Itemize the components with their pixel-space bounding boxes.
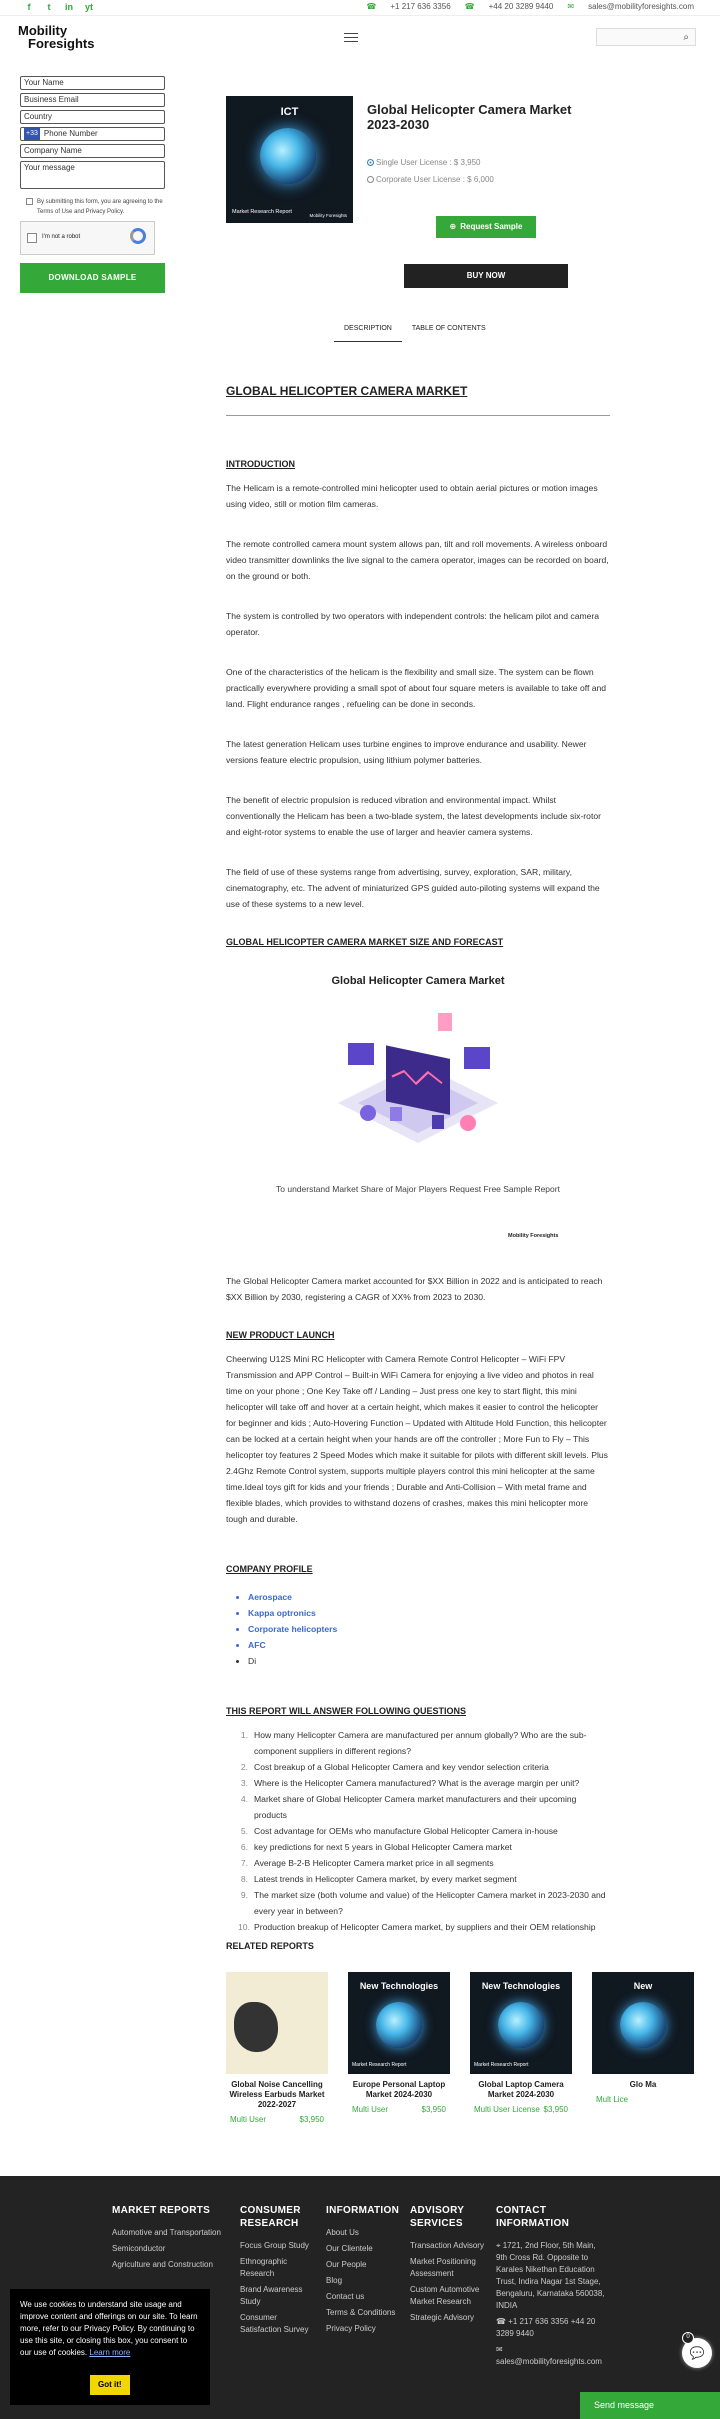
license-options: [367, 154, 494, 188]
report-cover-image: New: [592, 1972, 694, 2074]
social-links: [24, 1, 94, 15]
report-cover-image: [226, 1972, 328, 2074]
country-field[interactable]: Country: [20, 110, 165, 124]
search-input[interactable]: [596, 28, 696, 46]
report-cover-image: New Technologies Market Research Report: [470, 1972, 572, 2074]
paragraph: The Helicam is a remote-controlled mini helicopter used to obtain aerial pictures or motion images using video, still or motion film cameras.: [226, 482, 598, 509]
list-item: 10. Production breakup of Helicopter Camera market, by suppliers and their OEM relationship: [238, 1922, 596, 1933]
paragraph: The latest generation Helicam uses turbine engines to improve endurance and usability. Newer versions feature electric propulsion, using lithium polymer batteries.: [226, 738, 587, 765]
tab-description[interactable]: DESCRIPTION: [334, 324, 402, 342]
infographic-caption[interactable]: To understand Market Share of Major Players Request Free Sample Report: [276, 1183, 560, 1194]
related-carousel[interactable]: [226, 1972, 720, 2126]
footer-contact: CONTACT INFORMATION ⌖ 1721, 2nd Floor, 5th Main, 9th Cross Rd. Opposite to Karales Nikethan Education Trust, Indira Nagar 1st Stage, Bengaluru, Karnataka 560038, INDIA ☎ +1 217 636 3356 +44 20 3289 9440 ✉ sales@mobilityforesights.com: [496, 2205, 605, 2366]
footer-link[interactable]: Brand Awareness Study: [240, 2285, 303, 2306]
name-field[interactable]: Your Name: [20, 76, 165, 90]
captcha-checkbox[interactable]: [27, 233, 37, 243]
email-link[interactable]: sales@mobilityforesights.com: [588, 2, 694, 12]
list-item: 2. Cost breakup of a Global Helicopter Camera and key vendor selection criteria: [240, 1762, 549, 1773]
plus-icon: ⊕: [449, 221, 457, 231]
footer-link[interactable]: Terms & Conditions: [326, 2308, 396, 2317]
twitter-icon[interactable]: t: [47, 1, 51, 12]
footer-link[interactable]: Our People: [326, 2260, 367, 2269]
radio-icon[interactable]: [367, 159, 374, 166]
paragraph: The field of use of these systems range from advertising, survey, exploration, SAR, military, cinematography, etc. The advent of miniaturized GPS guided auto-piloting systems will expand the use of these systems to a new level.: [226, 866, 600, 909]
company-field[interactable]: Company Name: [20, 144, 165, 158]
globe-icon: [260, 128, 316, 184]
globe-icon: [620, 2002, 666, 2048]
related-card[interactable]: New Glo Ma Mult Lice: [592, 1972, 694, 2126]
infographic-logo: Mobility Foresights: [508, 1233, 559, 1240]
chat-icon: 💬: [689, 2345, 705, 2360]
paragraph: The Global Helicopter Camera market accounted for $XX Billion in 2022 and is anticipated to reach $XX Billion by 2030, registering a CAGR of XX% from 2023 to 2030.: [226, 1276, 603, 1303]
company-link[interactable]: • Corporate helicopters: [248, 1621, 610, 1637]
section-heading: THIS REPORT WILL ANSWER FOLLOWING QUESTIONS: [226, 1706, 466, 1717]
report-cover-image: ICT Market Research Report Mobility Foresights: [226, 96, 353, 223]
related-reports: [226, 1940, 720, 2126]
header: [0, 16, 720, 58]
footer-information: INFORMATION About Us Our Clientele Our People Blog Contact us Terms & Conditions Privacy Policy: [326, 2205, 400, 2333]
company-link[interactable]: • Aerospace: [248, 1589, 610, 1605]
footer-link[interactable]: Market Positioning Assessment: [410, 2257, 476, 2278]
section-heading: RELATED REPORTS: [226, 1941, 314, 1951]
consent-text: By submitting this form, you are agreeing to the Terms of Use and Privacy Policy.: [37, 199, 163, 215]
globe-icon: [376, 2002, 422, 2048]
footer-link[interactable]: Semiconductor: [112, 2244, 166, 2253]
menu-icon[interactable]: [344, 30, 358, 45]
page-title: Global Helicopter Camera Market 2023-2030: [367, 102, 572, 132]
infographic-title: Global Helicopter Camera Market: [331, 975, 505, 988]
email-field[interactable]: Business Email: [20, 93, 165, 107]
top-bar: [0, 0, 720, 16]
phone-us[interactable]: +1 217 636 3356: [390, 2, 451, 12]
section-heading: INTRODUCTION: [226, 458, 295, 469]
related-card[interactable]: New Technologies Market Research Report Europe Personal Laptop Market 2024-2030 Multi User $3,950: [348, 1972, 450, 2126]
footer-consumer-research: CONSUMER RESEARCH Focus Group Study Ethnographic Research Brand Awareness Study Consumer Satisfaction Survey: [240, 2204, 320, 2340]
related-card[interactable]: New Technologies Market Research Report Global Laptop Camera Market 2024-2030 Multi User License $3,950: [470, 1972, 572, 2126]
list-item: 1. How many Helicopter Camera are manufactured per annum globally? Who are the sub-component suppliers in different regions?: [240, 1730, 587, 1757]
dashboard-illustration: [328, 1003, 508, 1173]
consent-row: [26, 197, 165, 217]
search-icon[interactable]: ⌕: [683, 32, 689, 43]
send-message-button[interactable]: Send message: [580, 2392, 720, 2419]
phone-icon: ☎: [366, 2, 377, 12]
earbuds-image: [234, 2002, 278, 2052]
contact-links: [366, 1, 694, 13]
globe-icon: [498, 2002, 544, 2048]
buy-now-button[interactable]: BUY NOW: [404, 264, 568, 288]
paragraph: The remote controlled camera mount system allows pan, tilt and roll movements. A wireless onboard video transmitter downlinks the live signal to the camera operator, images can be recorded on board, on the ground or both.: [226, 538, 609, 581]
facebook-icon[interactable]: f: [27, 1, 31, 12]
paragraph: The system is controlled by two operators with independent controls: the helicam pilot and camera operator.: [226, 610, 600, 637]
footer-link[interactable]: Custom Automotive Market Research: [410, 2285, 480, 2306]
footer-link[interactable]: Strategic Advisory: [410, 2313, 475, 2322]
report-cover-image: New Technologies Market Research Report: [348, 1972, 450, 2074]
footer-link[interactable]: Focus Group Study: [240, 2241, 309, 2250]
phone-icon: ☎: [464, 2, 475, 12]
footer-link[interactable]: About Us: [326, 2228, 359, 2237]
recaptcha[interactable]: I'm not a robot: [20, 221, 155, 255]
paragraph: One of the characteristics of the helicam is the flexibility and small size. The system can be flown practically everywhere providing a small spot of about four square meters is available to take off and land. Flight endurance ranges , refueling can be done in seconds.: [226, 666, 607, 709]
notification-badge: 0: [682, 2332, 694, 2344]
footer-email[interactable]: ✉ sales@mobilityforesights.com: [496, 2345, 602, 2366]
article: [226, 382, 610, 2005]
cookie-banner: We use cookies to understand site usage and improve content and offerings on our site. To learn more, refer to our Privacy Policy. By continuing to use this site, or closing this box, you consent to our use of cookies. Learn more Got it!: [10, 2289, 210, 2405]
location-icon: ⌖: [496, 2241, 503, 2250]
company-list: [226, 1589, 610, 1669]
logo[interactable]: Mobility Foresights: [18, 23, 95, 51]
footer-link[interactable]: Consumer Satisfaction Survey: [240, 2313, 309, 2334]
country-code-select[interactable]: +33: [24, 128, 40, 140]
phone-field[interactable]: +33 Phone Number: [20, 127, 165, 141]
address: ⌖ 1721, 2nd Floor, 5th Main, 9th Cross Rd. Opposite to Karales Nikethan Education Trust, Indira Nagar 1st Stage, Bengaluru, Karnataka 560038, INDIA: [496, 2241, 605, 2310]
content-tabs: [334, 324, 496, 342]
paragraph: The benefit of electric propulsion is reduced vibration and environmental impact. Whilst conventionally the Helicam has been a two-blade system, the latest developments include six-rotor and eight-rotor systems to enable the use of larger and heavier camera systems.: [226, 794, 601, 837]
footer-link[interactable]: Ethnographic Research: [240, 2257, 288, 2278]
section-heading: GLOBAL HELICOPTER CAMERA MARKET SIZE AND FORECAST: [226, 936, 504, 947]
footer-link[interactable]: Automotive and Transportation: [112, 2228, 221, 2237]
download-sample-button[interactable]: DOWNLOAD SAMPLE: [20, 263, 165, 293]
list-item: 8. Latest trends in Helicopter Camera market, by every market segment: [240, 1874, 517, 1885]
list-item: 9. The market size (both volume and value) of the Helicopter Camera market in 2023-2030 and every year in between?: [240, 1890, 606, 1917]
radio-icon[interactable]: [367, 176, 374, 183]
learn-more-link[interactable]: Learn more: [89, 2348, 131, 2357]
youtube-icon[interactable]: yt: [84, 1, 93, 12]
list-item: 4. Market share of Global Helicopter Camera market manufacturers and their upcoming products: [240, 1794, 577, 1821]
section-heading: NEW PRODUCT LAUNCH: [226, 1330, 335, 1341]
license-corporate[interactable]: Corporate User License : $ 6,000: [367, 171, 494, 188]
market-infographic: [226, 973, 610, 1243]
footer-link[interactable]: Agriculture and Construction: [112, 2260, 213, 2269]
list-item: 6. key predictions for next 5 years in Global Helicopter Camera market: [240, 1842, 512, 1853]
article-title: GLOBAL HELICOPTER CAMERA MARKET: [226, 382, 610, 416]
footer-link[interactable]: Blog: [326, 2276, 343, 2285]
footer-link[interactable]: Transaction Advisory: [410, 2241, 484, 2250]
consent-checkbox[interactable]: [26, 198, 33, 205]
section-heading: COMPANY PROFILE: [226, 1564, 313, 1575]
license-single[interactable]: Single User License : $ 3,950: [367, 154, 494, 171]
list-item: 3. Where is the Helicopter Camera manufactured? What is the average margin per unit?: [240, 1778, 580, 1789]
footer-link[interactable]: Contact us: [326, 2292, 365, 2301]
company-link[interactable]: • AFC: [248, 1637, 610, 1653]
chat-button[interactable]: [682, 2334, 712, 2368]
related-card[interactable]: Global Noise Cancelling Wireless Earbuds Market 2022-2027 Multi User $3,950: [226, 1972, 328, 2126]
list-item: 5. Cost advantage for OEMs who manufacture Global Helicopter Camera in-house: [240, 1826, 558, 1837]
recaptcha-icon: [130, 228, 146, 244]
company-item: • Di: [248, 1653, 610, 1669]
cookie-accept-button[interactable]: Got it!: [90, 2375, 130, 2395]
phone-uk[interactable]: +44 20 3289 9440: [488, 2, 554, 12]
linkedin-icon[interactable]: in: [65, 1, 73, 12]
company-link[interactable]: • Kappa optronics: [248, 1605, 610, 1621]
paragraph: Cheerwing U12S Mini RC Helicopter with Camera Remote Control Helicopter – WiFi FPV Transmission and APP Control – Built-in WiFi Camera for enjoying a live video and photos in real time on your phone ; One Key Take off / Landing – Just press one key to start flight, this mini helicopter will take off and hover at a certain height, which makes it easier to control the helicopter for beginner and kids ; Auto-Hovering Function – Updated with Altitude Hold Function, this helicopter can be locked at a certain height when your hands are off the controller ; More Fun to Fly – This helicopter toy features 2 Speed Modes which make it suitable for pilots with different skill levels. Plus 2.4Ghz Remote Control system, supports multiple players control this mini helicopter at the same time.Ideal toys gift for kids and your friends ; Durable and Anti-Collision – With metal frame and flexible blades, which provides to withstand dozens of crashes, makes this mini helicopter more tough and durable.: [226, 1354, 608, 1525]
footer-link[interactable]: Our Clientele: [326, 2244, 373, 2253]
sample-request-form: [20, 76, 165, 293]
footer-phone[interactable]: ☎ +1 217 636 3356 +44 20 3289 9440: [496, 2317, 596, 2338]
footer-advisory: ADVISORY SERVICES Transaction Advisory Market Positioning Assessment Custom Automotive Market Research Strategic Advisory: [410, 2204, 490, 2328]
mail-icon: ✉: [567, 2, 575, 12]
footer-link[interactable]: Privacy Policy: [326, 2324, 376, 2333]
list-item: 7. Average B-2-B Helicopter Camera market price in all segments: [240, 1858, 494, 1869]
request-sample-button[interactable]: ⊕ Request Sample: [436, 216, 536, 238]
questions-list: [238, 1727, 610, 1935]
phone-icon: ☎: [496, 2317, 509, 2326]
footer-market-reports: MARKET REPORTS Automotive and Transportation Semiconductor Agriculture and Construction: [112, 2205, 221, 2269]
message-field[interactable]: Your message: [20, 161, 165, 189]
mail-icon: ✉: [496, 2345, 503, 2354]
tab-table-of-contents[interactable]: TABLE OF CONTENTS: [411, 325, 486, 332]
